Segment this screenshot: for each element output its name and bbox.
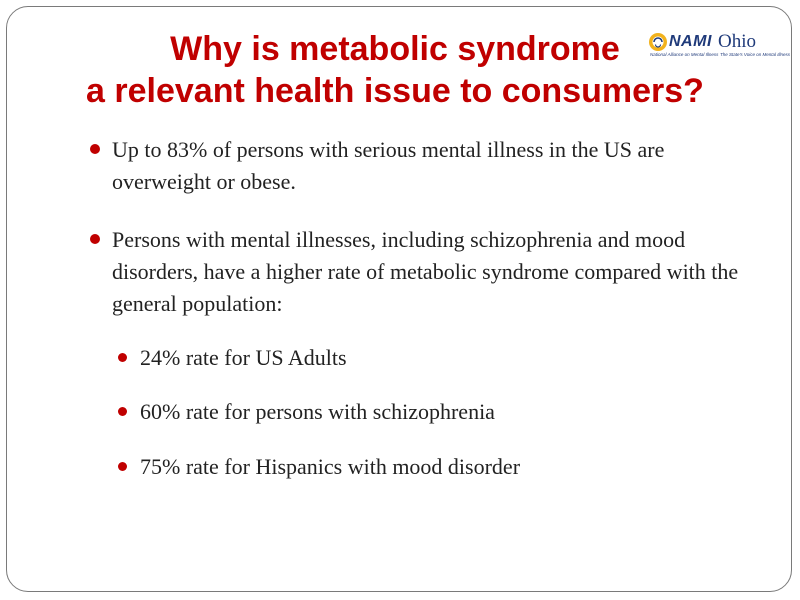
logo-nami-text: NAMI	[669, 33, 712, 50]
nami-sun-icon	[648, 32, 668, 52]
bullet-dot-icon	[118, 407, 127, 416]
sub-bullet-text: 75% rate for Hispanics with mood disorder	[140, 454, 521, 479]
nami-ohio-logo	[648, 31, 790, 62]
bullet-text: Persons with mental illnesses, including schizophrenia and mood disorders, have a higher rate of metabolic syndrome compared with the general population:	[112, 227, 739, 316]
bullet-dot-icon	[118, 462, 127, 471]
sub-bullet-item	[140, 396, 740, 428]
sub-bullet-item	[140, 342, 740, 374]
sub-bullet-text: 60% rate for persons with schizophrenia	[140, 399, 495, 424]
title-line-2: a relevant health issue to consumers?	[86, 72, 704, 110]
sub-bullet-text: 24% rate for US Adults	[140, 345, 347, 370]
bullet-dot-icon	[90, 234, 100, 244]
title-line-1: Why is metabolic syndrome	[170, 30, 620, 68]
bullet-dot-icon	[118, 353, 127, 362]
logo-tagline-right: The State's Voice on Mental Illness	[720, 52, 790, 57]
logo-tagline-left: National Alliance on Mental Illness	[650, 52, 719, 57]
bullet-text: Up to 83% of persons with serious mental illness in the US are overweight or obese.	[112, 137, 665, 194]
sub-bullet-item	[140, 451, 740, 483]
bullet-item	[112, 134, 762, 198]
bullet-dot-icon	[90, 144, 100, 154]
logo-ohio-text: Ohio	[718, 31, 756, 52]
bullet-item	[112, 224, 762, 320]
